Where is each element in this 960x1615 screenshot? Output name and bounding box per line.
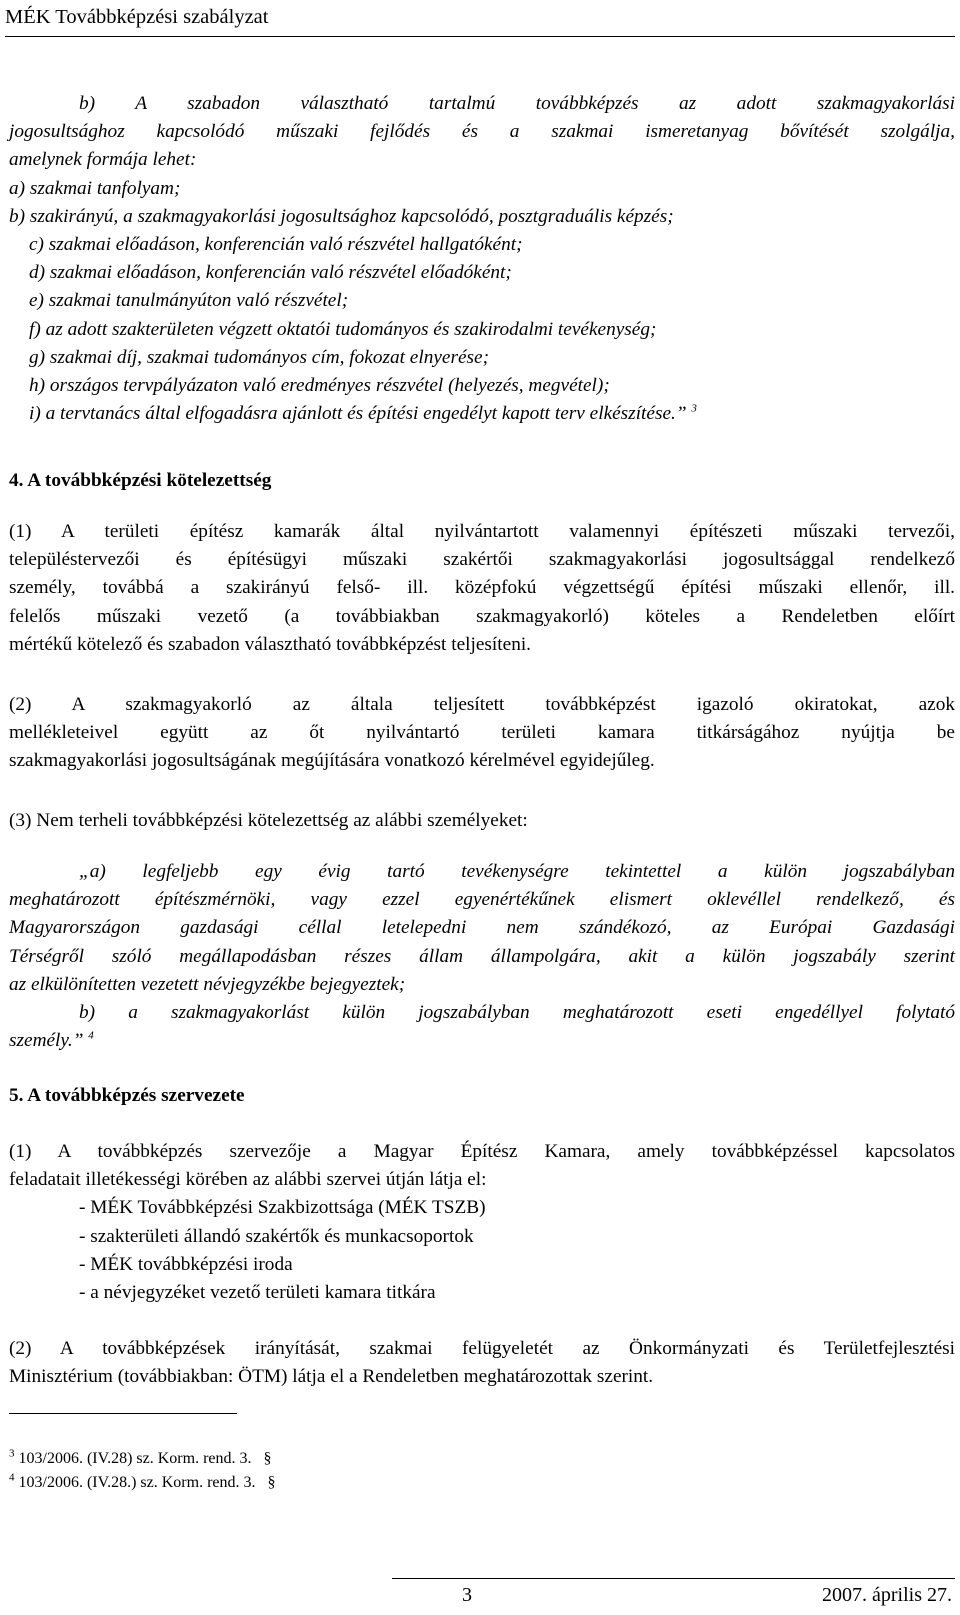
section-b-last-text: i) a tervtanács által elfogadásra ajánlott és építési engedélyt kapott terv elkészítése.” bbox=[29, 403, 687, 425]
section-b bbox=[9, 90, 955, 428]
footnote-divider bbox=[9, 1413, 237, 1414]
section-b-line bbox=[9, 400, 955, 428]
paragraph-line: feladatait illetékességi körében az alábbi szervei útján látja el: bbox=[9, 1169, 487, 1191]
footer-date: 2007. április 27. bbox=[822, 1584, 952, 1606]
paragraph-line bbox=[9, 1027, 955, 1055]
paragraph-line: (2) A továbbképzések irányítását, szakmai felügyeletét az Önkormányzati és Területfejlesztési bbox=[9, 1338, 955, 1359]
footnote-4 bbox=[9, 1471, 276, 1492]
section-5-paragraph-2 bbox=[9, 1335, 955, 1391]
footnote-ref-3: 3 bbox=[691, 402, 697, 415]
list-item: - MÉK továbbképzési iroda bbox=[79, 1253, 293, 1275]
paragraph-line: (2) A szakmagyakorló az általa teljesített továbbképzést igazoló okiratokat, azok bbox=[9, 694, 955, 715]
paragraph-last-text: személy.” bbox=[9, 1030, 84, 1052]
section-4-paragraph-3a bbox=[9, 858, 955, 1055]
footnote-3 bbox=[9, 1447, 272, 1468]
section-b-line: h) országos tervpályázaton való eredményes részvétel (helyezés, megvétel); bbox=[29, 374, 610, 396]
section-4-paragraph-2 bbox=[9, 691, 955, 776]
section-link-mark[interactable]: § bbox=[263, 1450, 272, 1467]
paragraph-line: mértékű kötelező és szabadon választható továbbképzést teljesíteni. bbox=[9, 633, 532, 655]
footnote-number: 4 bbox=[9, 1471, 15, 1484]
paragraph-line: az elkülönítetten vezetett névjegyzékbe bejegyeztek; bbox=[9, 973, 406, 995]
paragraph-line: Magyarországon gazdasági céllal letelepedni nem szándékozó, az Európai Gazdasági bbox=[9, 917, 955, 939]
paragraph-line: „a) legfeljebb egy évig tartó tevékenységre tekintettel a külön jogszabályban bbox=[79, 861, 955, 882]
section-b-line: f) az adott szakterületen végzett oktatói tudományos és szakirodalmi tevékenység; bbox=[29, 318, 657, 340]
paragraph-line: mellékleteivel együtt az őt nyilvántartó területi kamara titkárságához nyújtja be bbox=[9, 722, 955, 744]
section-link-mark[interactable]: § bbox=[267, 1474, 276, 1491]
section-b-line: b) A szabadon választható tartalmú továbbképzés az adott szakmagyakorlási bbox=[79, 93, 955, 114]
header-divider bbox=[5, 36, 955, 37]
section-b-line: jogosultsághoz kapcsolódó műszaki fejlődés és a szakmai ismeretanyag bővítését szolgálja, bbox=[9, 121, 955, 143]
section-b-line: a) szakmai tanfolyam; bbox=[9, 177, 181, 199]
paragraph-line: személy, továbbá a szakirányú felső- ill. középfokú végzettségű építési műszaki ellenőr, ill. bbox=[9, 577, 955, 599]
section-b-line: g) szakmai díj, szakmai tudományos cím, fokozat elnyerése; bbox=[29, 346, 489, 368]
section-4-paragraph-1 bbox=[9, 518, 955, 659]
section-b-line: e) szakmai tanulmányúton való részvétel; bbox=[29, 290, 349, 312]
page-number: 3 bbox=[462, 1584, 472, 1606]
paragraph-line: szakmagyakorlási jogosultságának megújítására vonatkozó kérelmével egyidejűleg. bbox=[9, 750, 655, 772]
section-4-heading: 4. A továbbképzési kötelezettség bbox=[9, 470, 272, 491]
footnote-text: 103/2006. (IV.28) sz. Korm. rend. 3. bbox=[18, 1450, 252, 1467]
footnote-text: 103/2006. (IV.28.) sz. Korm. rend. 3. bbox=[18, 1474, 256, 1491]
section-5-paragraph-1 bbox=[9, 1138, 955, 1307]
list-item: - szakterületi állandó szakértők és munkacsoportok bbox=[79, 1225, 474, 1247]
footnote-ref-4: 4 bbox=[88, 1029, 94, 1042]
paragraph-line: meghatározott építészmérnöki, vagy ezzel egyenértékűnek elismert oklevéllel rendelkező, és bbox=[9, 889, 955, 911]
section-5-heading: 5. A továbbképzés szervezete bbox=[9, 1085, 245, 1106]
section-b-line: b) szakirányú, a szakmagyakorlási jogosultsághoz kapcsolódó, posztgraduális képzés; bbox=[9, 205, 674, 227]
paragraph-line: (3) Nem terheli továbbképzési kötelezettség az alábbi személyeket: bbox=[9, 810, 528, 831]
footnote-number: 3 bbox=[9, 1447, 15, 1460]
paragraph-line: Térségről szóló megállapodásban részes állam állampolgára, akit a külön jogszabály szerint bbox=[9, 945, 955, 967]
list-item: - MÉK Továbbképzési Szakbizottsága (MÉK TSZB) bbox=[79, 1197, 486, 1219]
paragraph-line: b) a szakmagyakorlást külön jogszabályban meghatározott eseti engedéllyel folytató bbox=[79, 1001, 955, 1023]
paragraph-line: (1) A területi építész kamarák által nyilvántartott valamennyi építészeti műszaki tervezői, bbox=[9, 521, 955, 542]
paragraph-line: településtervezői és építésügyi műszaki szakértői szakmagyakorlási jogosultsággal rendelkező bbox=[9, 549, 955, 571]
paragraph-line: (1) A továbbképzés szervezője a Magyar Építész Kamara, amely továbbképzéssel kapcsolatos bbox=[9, 1141, 955, 1162]
paragraph-line: Minisztérium (továbbiakban: ÖTM) látja el a Rendeletben meghatározottak szerint. bbox=[9, 1366, 654, 1388]
list-item: - a névjegyzéket vezető területi kamara titkára bbox=[79, 1281, 436, 1303]
section-b-line: amelynek formája lehet: bbox=[9, 149, 197, 171]
section-b-line: c) szakmai előadáson, konferencián való részvétel hallgatóként; bbox=[29, 233, 523, 255]
footer-divider bbox=[392, 1578, 955, 1579]
section-b-line: d) szakmai előadáson, konferencián való részvétel előadóként; bbox=[29, 262, 512, 284]
document-header-title: MÉK Továbbképzési szabályzat bbox=[5, 6, 269, 28]
section-4-paragraph-3 bbox=[9, 807, 955, 835]
paragraph-line: felelős műszaki vezető (a továbbiakban szakmagyakorló) köteles a Rendeletben előírt bbox=[9, 605, 955, 627]
